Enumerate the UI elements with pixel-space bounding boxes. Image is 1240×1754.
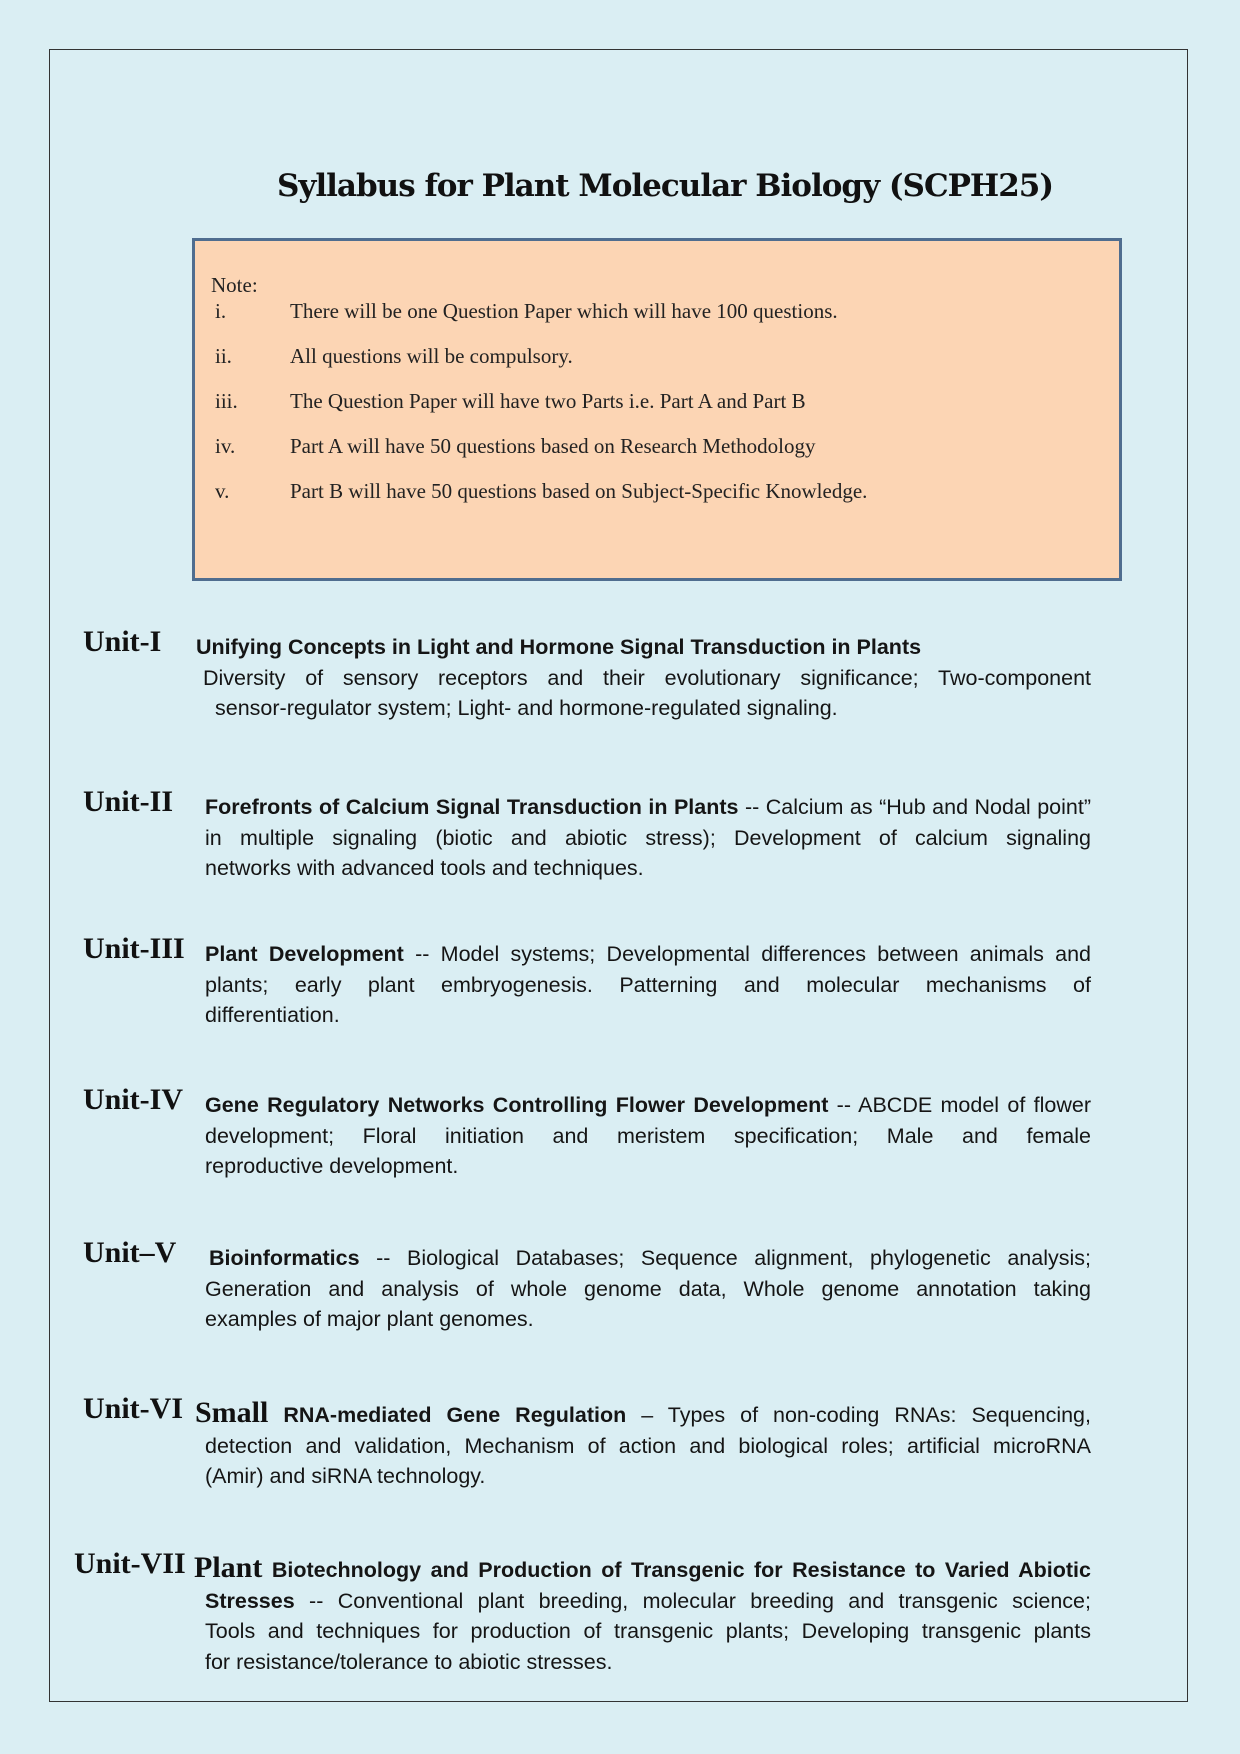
- unit-label: Unit-IV: [83, 1083, 184, 1116]
- unit-heading: Biotechnology and Production of Transgenic for Resistance to Varied Abiotic: [271, 1558, 1091, 1582]
- unit-text-line: [205, 1090, 1091, 1121]
- note-label: Note:: [211, 273, 258, 297]
- unit-text-line: plants; early plant embryogenesis. Patterning and molecular mechanisms of: [205, 972, 1091, 997]
- note-item-text: Part B will have 50 questions based on Subject-Specific Knowledge.: [290, 479, 868, 503]
- unit-text: -- Calcium as “Hub and Nodal point”: [738, 795, 1091, 819]
- unit-text-line: examples of major plant genomes.: [205, 1307, 534, 1331]
- unit-text-line: [194, 1586, 1091, 1617]
- unit-lead-word: Small: [195, 1396, 269, 1429]
- unit-heading: Bioinformatics: [209, 1246, 360, 1270]
- unit-text: -- ABCDE model of flower: [828, 1093, 1091, 1117]
- unit-heading: RNA-mediated Gene Regulation: [283, 1403, 627, 1427]
- unit-heading: Forefronts of Calcium Signal Transduction in Plants: [205, 795, 739, 819]
- unit-text-line: [194, 1553, 1091, 1586]
- unit-label: Unit-VII: [74, 1547, 186, 1580]
- unit-text-line: detection and validation, Mechanism of action and biological roles; artificial microRNA: [205, 1433, 1091, 1458]
- unit-lead-word: Plant: [194, 1551, 263, 1584]
- unit-text-line: [205, 939, 1091, 970]
- unit-label: Unit-VI: [83, 1392, 184, 1425]
- unit-text: -- Biological Databases; Sequence alignment, phylogenetic analysis;: [359, 1246, 1091, 1270]
- unit-text-line: development; Floral initiation and meristem specification; Male and female: [205, 1123, 1091, 1148]
- note-item-text: The Question Paper will have two Parts i.e. Part A and Part B: [290, 389, 806, 413]
- unit-label: Unit-II: [83, 785, 174, 818]
- unit-text-line: Diversity of sensory receptors and their evolutionary significance; Two-component: [203, 665, 1091, 690]
- note-item-text: Part A will have 50 questions based on Research Methodology: [290, 434, 816, 458]
- unit-label: Unit-III: [83, 932, 185, 965]
- note-item-number: iii.: [215, 389, 238, 413]
- unit-text: – Types of non-coding RNAs: Sequencing,: [626, 1403, 1091, 1427]
- unit-heading: Plant Development: [205, 942, 404, 966]
- page-title: Syllabus for Plant Molecular Biology (SCPH25): [276, 168, 1054, 204]
- unit-description: [205, 792, 1091, 884]
- unit-text: -- Conventional plant breeding, molecular breeding and transgenic science;: [294, 1588, 1091, 1613]
- unit-description: [205, 939, 1091, 1031]
- note-item-text: There will be one Question Paper which will have 100 questions.: [290, 299, 838, 323]
- unit-description: [194, 1553, 1091, 1677]
- unit-heading-text: Unifying Concepts in Light and Hormone Signal Transduction in Plants: [196, 635, 922, 659]
- unit-text-line: reproductive development.: [205, 1154, 459, 1178]
- unit-text: -- Model systems; Developmental differences between animals and: [403, 942, 1091, 966]
- unit-description: [196, 632, 1091, 724]
- note-item-number: v.: [215, 479, 230, 503]
- unit-text-line: [205, 792, 1091, 823]
- unit-text-line: networks with advanced tools and techniques.: [205, 856, 644, 880]
- unit-heading: Gene Regulatory Networks Controlling Flower Development: [205, 1093, 829, 1117]
- note-item-text: All questions will be compulsory.: [290, 344, 573, 368]
- unit-text-line: [205, 1243, 1091, 1274]
- unit-text-line: sensor-regulator system; Light- and hormone-regulated signaling.: [215, 696, 838, 720]
- unit-text-line: differentiation.: [205, 1003, 340, 1027]
- note-item-number: i.: [215, 299, 227, 323]
- note-item-number: ii.: [215, 344, 232, 368]
- unit-label: Unit-I: [83, 625, 162, 658]
- unit-text-line: Generation and analysis of whole genome data, Whole genome annotation taking: [205, 1276, 1091, 1301]
- unit-text-line: for resistance/tolerance to abiotic stresses.: [205, 1649, 613, 1674]
- note-box: [192, 238, 1122, 581]
- unit-description: [205, 1090, 1091, 1182]
- unit-description: [195, 1398, 1091, 1492]
- unit-heading-continued: Stresses: [205, 1588, 295, 1613]
- unit-description: [205, 1243, 1091, 1335]
- unit-text-line: Tools and techniques for production of transgenic plants; Developing transgenic plants: [205, 1619, 1091, 1643]
- unit-text-line: [195, 1398, 1091, 1431]
- unit-text-line: in multiple signaling (biotic and abiotic stress); Development of calcium signaling: [205, 825, 1091, 850]
- unit-label: Unit–V: [83, 1236, 177, 1269]
- unit-heading: [196, 632, 1091, 663]
- note-item-number: iv.: [215, 434, 236, 458]
- unit-text-line: (Amir) and siRNA technology.: [205, 1464, 486, 1488]
